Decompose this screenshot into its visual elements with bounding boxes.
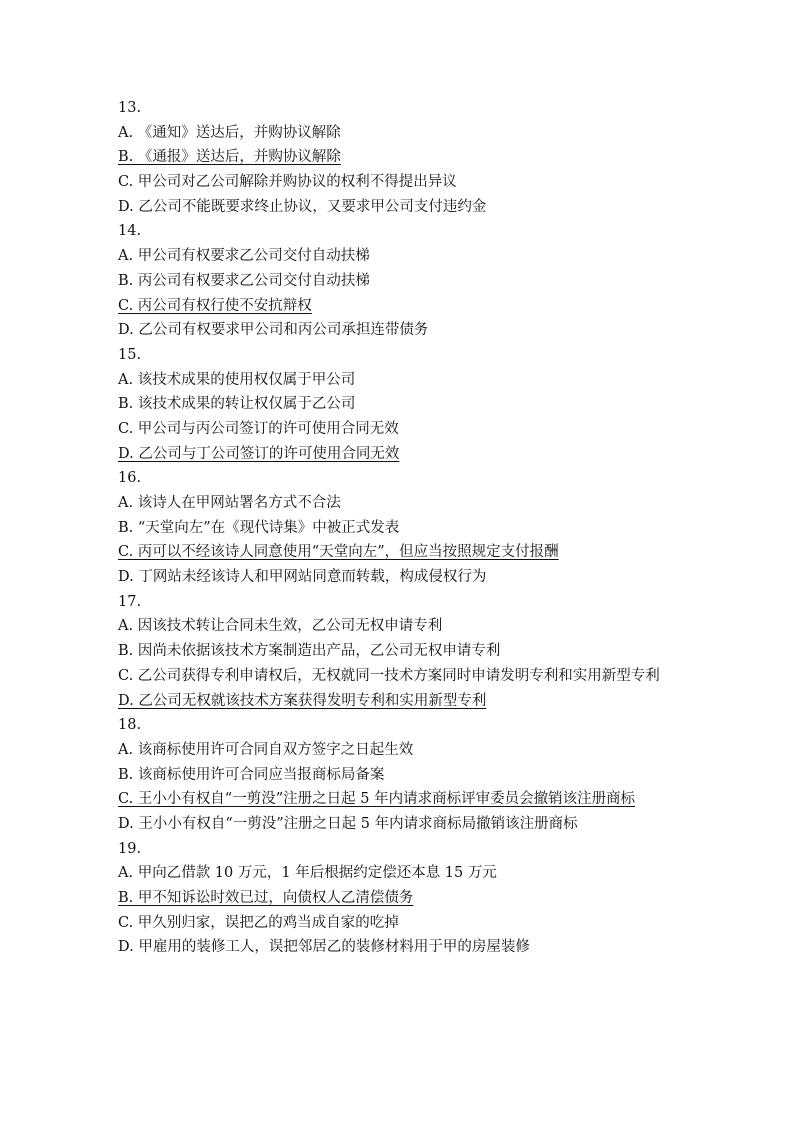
answer-option: B. 甲不知诉讼时效已过，向债权人乙清偿债务: [118, 890, 414, 907]
answer-option: C. 丙公司有权行使不安抗辩权: [118, 297, 312, 314]
option-b: [118, 145, 688, 170]
question-number: 19.: [118, 840, 142, 857]
answer-document: [118, 96, 688, 960]
option-a: A. 甲向乙借款 10 万元，1 年后根据约定偿还本息 15 万元: [118, 865, 497, 882]
option-b: B. 因尚未依据该技术方案制造出产品，乙公司无权申请专利: [118, 643, 501, 660]
option-c: C. 乙公司获得专利申请权后，无权就同一技术方案同时申请发明专利和实用新型专利: [118, 667, 660, 684]
option-d: D. 甲雇用的装修工人，误把邻居乙的装修材料用于甲的房屋装修: [118, 939, 530, 956]
option-c: C. 甲公司对乙公司解除并购协议的权利不得提出异议: [118, 174, 457, 191]
option-c: C. 甲公司与丙公司签订的许可使用合同无效: [118, 420, 399, 437]
option-d: [118, 442, 688, 467]
answer-option: D. 乙公司无权就该技术方案获得发明专利和实用新型专利: [118, 692, 487, 709]
option-a: A. 《通知》送达后，并购协议解除: [118, 124, 341, 141]
option-a: A. 甲公司有权要求乙公司交付自动扶梯: [118, 248, 370, 265]
option-c: C. 甲久别归家，误把乙的鸡当成自家的吃掉: [118, 914, 399, 931]
question-number: 16.: [118, 470, 142, 487]
option-b: B. 该技术成果的转让权仅属于乙公司: [118, 396, 356, 413]
question-number: 14.: [118, 223, 142, 240]
option-d: D. 丁网站未经该诗人和甲网站同意而转载，构成侵权行为: [118, 569, 487, 586]
option-c: [118, 294, 688, 319]
answer-option: C. 王小小有权自“一剪没”注册之日起 5 年内请求商标评审委员会撤销该注册商标: [118, 791, 636, 808]
question-number: 13.: [118, 100, 142, 116]
answer-option: D. 乙公司与丁公司签订的许可使用合同无效: [118, 445, 400, 462]
option-a: A. 该技术成果的使用权仅属于甲公司: [118, 371, 356, 388]
option-b: B. “天堂向左”在《现代诗集》中被正式发表: [118, 519, 400, 536]
option-b: [118, 886, 688, 911]
option-b: B. 该商标使用许可合同应当报商标局备案: [118, 766, 385, 783]
option-c: [118, 540, 688, 565]
option-a: A. 该商标使用许可合同自双方签字之日起生效: [118, 741, 414, 758]
option-c: [118, 787, 688, 812]
answer-option: B. 《通报》送达后，并购协议解除: [118, 149, 341, 166]
question-number: 15.: [118, 346, 142, 363]
question-number: 17.: [118, 593, 142, 610]
option-d: [118, 689, 688, 714]
option-a: A. 该诗人在甲网站署名方式不合法: [118, 495, 341, 511]
answer-option: C. 丙可以不经该诗人同意使用“天堂向左”，但应当按照规定支付报酬: [118, 544, 559, 561]
option-d: D. 乙公司不能既要求终止协议，又要求甲公司支付违约金: [118, 198, 487, 215]
option-d: D. 乙公司有权要求甲公司和丙公司承担连带债务: [118, 322, 429, 339]
option-a: A. 因该技术转让合同未生效，乙公司无权申请专利: [118, 618, 443, 635]
option-d: D. 王小小有权自“一剪没”注册之日起 5 年内请求商标局撤销该注册商标: [118, 815, 578, 832]
question-number: 18.: [118, 717, 142, 734]
option-b: B. 丙公司有权要求乙公司交付自动扶梯: [118, 272, 370, 289]
